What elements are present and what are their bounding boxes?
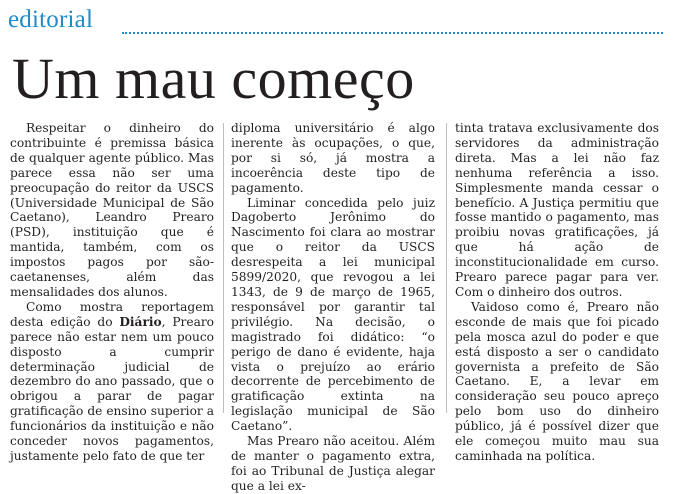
column-2: [231, 121, 435, 494]
section-dotted-rule: [122, 32, 663, 34]
paragraph: tinta tratava exclusivamente dos servidores da administração direta. Mas a lei não faz nenhuma referência a isso. Simplesmente manda cessar o benefício. A Justiça permitiu que fosse mantido o pagamento, mas proibiu novas gratificações, já que há ação de inconstitucionalidade em curso. Prearo parece pagar para ver. Com o dinheiro dos outros.: [455, 121, 659, 299]
article-body: [10, 121, 664, 493]
column-divider: [446, 123, 447, 413]
column-divider: [223, 123, 224, 413]
newspaper-name: Diário: [119, 314, 162, 329]
paragraph-text: Como mostra reportagem desta edição do: [10, 299, 214, 329]
paragraph: diploma universitário é algo inerente às ocupações, o que, por si só, já mostra a incoerência deste tipo de pagamento.: [231, 121, 435, 195]
paragraph: Mas Prearo não aceitou. Além de manter o pagamento extra, foi ao Tribunal de Justiça alegar que a lei ex-: [231, 434, 435, 493]
section-label: editorial: [8, 6, 94, 33]
paragraph: Liminar concedida pelo juiz Dagoberto Jerônimo do Nascimento foi clara ao mostrar que o reitor da USCS desrespeita a lei municipal 5899/2020, que revogou a lei 1343, de 9 de março de 1965, responsável por garantir tal privilégio. Na decisão, o magistrado foi didático: “o perigo de dano é evidente, haja vista o prejuízo ao erário decorrente de percebimento de gratificação extinta na legislação municipal de São Caetano”.: [231, 195, 435, 434]
paragraph: [10, 300, 214, 464]
paragraph: Vaidoso como é, Prearo não esconde de mais que foi picado pela mosca azul do poder e que está disposto a ser o candidato governista a prefeito de São Caetano. E, a levar em consideração seu pouco apreço pelo bom uso do dinheiro público, já é possível dizer que ele começou muito mau sua caminhada na política.: [455, 299, 659, 463]
paragraph-text: , Prearo parece não estar nem um pouco disposto a cumprir determinação judicial de dezembro do ano passado, que o obrigou a parar de pagar gratificação de ensino superior a funcionários da instituição e não conceder novos pagamentos, justamente pelo fato de que ter: [10, 314, 214, 463]
paragraph: Respeitar o dinheiro do contribuinte é premissa básica de qualquer agente público. Mas parece essa não ser uma preocupação do reitor da USCS (Universidade Municipal de São Caetano), Leandro Prearo (PSD), instituição que é mantida, também, com os impostos pagos por são-caetanenses, além das mensalidades dos alunos.: [10, 121, 214, 299]
headline: Um mau começo: [12, 46, 415, 111]
column-1: [10, 121, 214, 464]
column-3: [455, 121, 659, 464]
